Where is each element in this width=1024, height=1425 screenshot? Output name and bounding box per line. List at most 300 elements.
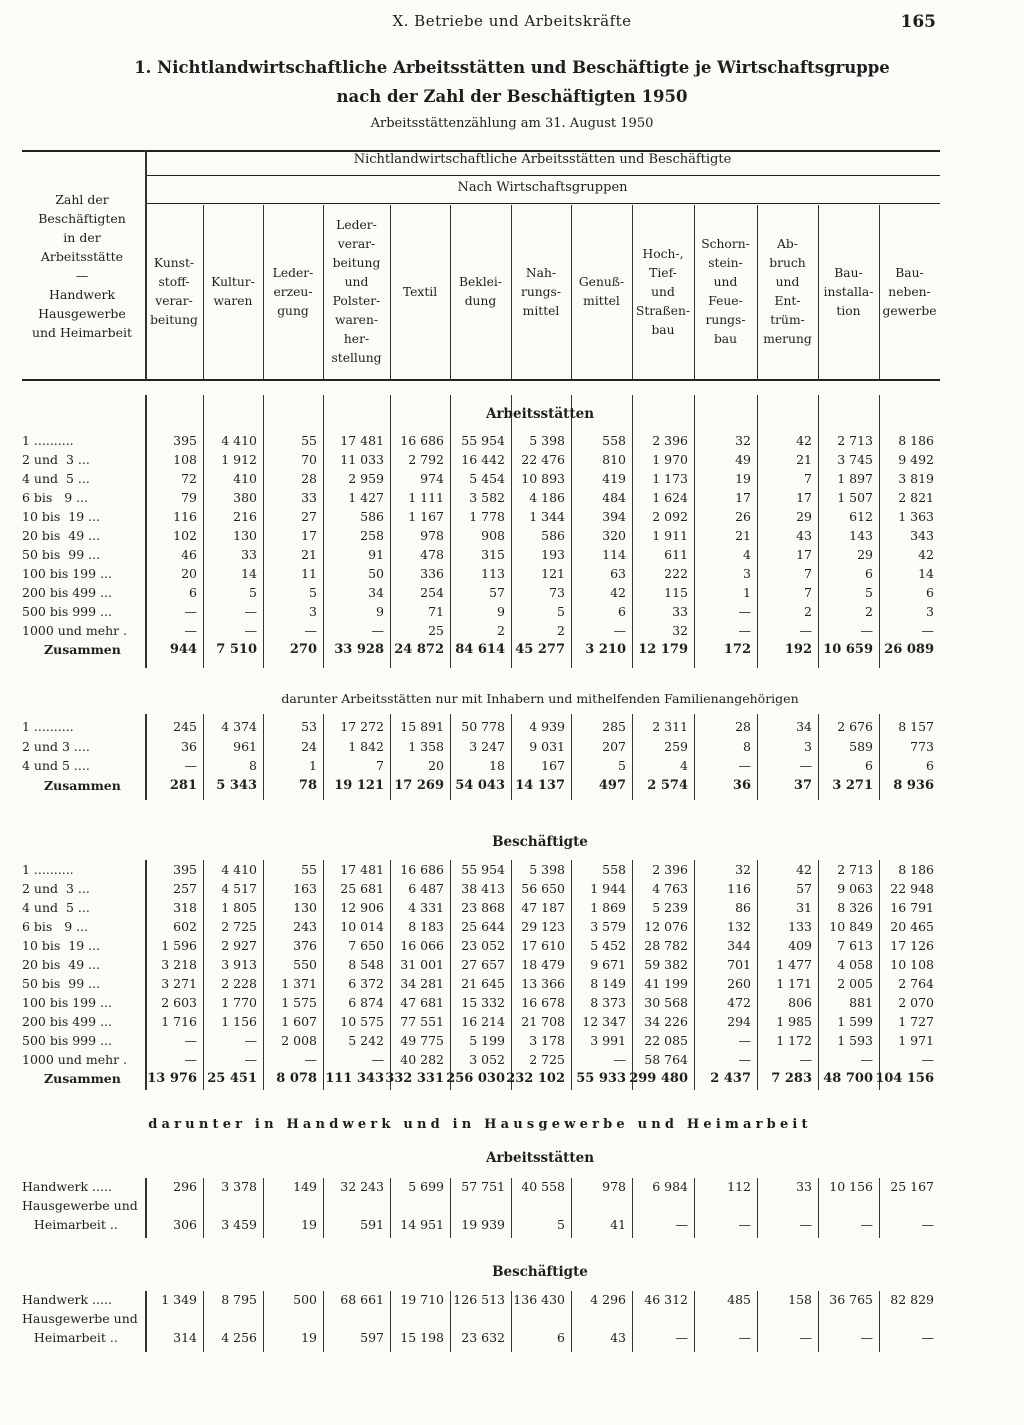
table-cell: 19 710: [400, 1292, 444, 1307]
column-header-12: Bau- installa- tion: [823, 265, 874, 318]
column-header-3: Leder- erzeu- gung: [272, 265, 314, 318]
table-cell: 3: [804, 738, 812, 754]
table-cell: 136 430: [513, 1292, 565, 1307]
column-divider: [390, 205, 391, 380]
table-cell: 78: [298, 777, 317, 793]
table-cell: 207: [602, 738, 626, 754]
table-title-line2: nach der Zahl der Beschäftigten 1950: [336, 87, 688, 106]
table-cell: 1 349: [161, 1292, 197, 1307]
table-cell: 18 479: [521, 957, 565, 972]
row-label: 500 bis 999 ...: [22, 1033, 112, 1048]
table-cell: 285: [602, 719, 626, 734]
table-cell: 1 156: [221, 1014, 257, 1029]
table-cell: 8 795: [221, 1292, 257, 1307]
table-title: 1. Nichtlandwirtschaftliche Arbeitsstätten und Beschäftigte je Wirtschaftsgruppe: [134, 58, 890, 77]
table-cell: 2: [557, 623, 565, 638]
table-cell: 2 713: [837, 862, 873, 877]
table-cell: 380: [233, 490, 257, 505]
table-cell: 8: [743, 738, 751, 754]
table-cell: 1 575: [281, 995, 317, 1010]
table-row: [0, 900, 1024, 919]
table-cell: 17 481: [340, 862, 384, 877]
table-cell: —: [184, 758, 197, 773]
table-cell: 978: [420, 528, 444, 543]
table-cell: 26 089: [884, 642, 934, 657]
table-cell: 18: [489, 758, 505, 773]
table-cell: 558: [602, 433, 626, 448]
table-cell: 55 933: [576, 1071, 626, 1086]
row-label: Heimarbeit ..: [22, 1330, 118, 1345]
table-cell: 27 657: [461, 957, 505, 972]
table-cell: 71: [428, 604, 444, 619]
table-cell: 1 624: [652, 490, 688, 505]
table-cell: 3: [743, 566, 751, 581]
table-cell: 22 085: [644, 1033, 688, 1048]
table-cell: 260: [727, 976, 751, 991]
table-cell: —: [921, 1052, 934, 1067]
table-row: [0, 1311, 1024, 1330]
table-cell: 9 492: [898, 452, 934, 467]
table-cell: 158: [788, 1292, 812, 1307]
column-divider: [571, 205, 572, 380]
table-cell: —: [244, 1033, 257, 1048]
table-cell: 395: [173, 433, 197, 448]
table-cell: 45 277: [515, 642, 565, 657]
table-cell: 17 269: [394, 777, 444, 793]
table-cell: —: [304, 623, 317, 638]
table-cell: 32 243: [340, 1179, 384, 1194]
table-cell: 34 226: [644, 1014, 688, 1029]
table-cell: 1 805: [221, 900, 257, 915]
table-cell: 245: [173, 719, 197, 734]
table-cell: 30 568: [644, 995, 688, 1010]
table-cell: 21 645: [461, 976, 505, 991]
table-cell: 108: [173, 452, 197, 467]
table-cell: 1: [309, 758, 317, 773]
table-cell: 17 126: [890, 938, 934, 953]
table-cell: 5 242: [348, 1033, 384, 1048]
table-cell: 8 373: [590, 995, 626, 1010]
table-cell: 7 613: [837, 938, 873, 953]
table-row: [0, 585, 1024, 604]
table-cell: 6: [618, 604, 626, 619]
table-cell: 8 548: [348, 957, 384, 972]
row-label: Zusammen: [44, 777, 121, 793]
section-beschaeftigte: Beschäftigte: [492, 834, 588, 850]
table-cell: 332 331: [385, 1071, 444, 1086]
table-cell: 2 005: [837, 976, 873, 991]
table-cell: —: [184, 1033, 197, 1048]
table-cell: 3 378: [221, 1179, 257, 1194]
table-cell: 2 396: [652, 433, 688, 448]
table-cell: 8 149: [590, 976, 626, 991]
row-label: Hausgewerbe und: [22, 1311, 138, 1326]
table-cell: 4 410: [221, 862, 257, 877]
row-label: 200 bis 499 ...: [22, 1014, 112, 1029]
table-cell: 3 271: [161, 976, 197, 991]
table-cell: 419: [602, 471, 626, 486]
table-cell: 21: [735, 528, 751, 543]
column-header-8: Genuß- mittel: [578, 275, 625, 308]
table-cell: 9 671: [590, 957, 626, 972]
table-cell: 40 558: [521, 1179, 565, 1194]
table-cell: 172: [723, 642, 751, 657]
row-label: 4 und 5 ...: [22, 471, 90, 486]
table-cell: 12 076: [644, 919, 688, 934]
table-cell: 3 052: [469, 1052, 505, 1067]
table-cell: 33: [796, 1179, 812, 1194]
table-cell: 1 344: [529, 509, 565, 524]
table-row: [0, 452, 1024, 471]
table-cell: 2 311: [652, 719, 688, 734]
table-cell: 24: [301, 738, 317, 754]
table-cell: 5 343: [216, 777, 257, 793]
table-cell: 243: [293, 919, 317, 934]
column-divider: [145, 150, 147, 380]
table-cell: 21 708: [521, 1014, 565, 1029]
table-cell: 115: [664, 585, 688, 600]
table-cell: 344: [727, 938, 751, 953]
table-cell: 5 239: [652, 900, 688, 915]
table-cell: 1 358: [408, 738, 444, 754]
table-cell: 5 199: [469, 1033, 505, 1048]
table-cell: 2: [865, 604, 873, 619]
column-header-4: Leder- verar- beitung und Polster- waren- her- stellung: [331, 218, 382, 365]
table-cell: 2 792: [408, 452, 444, 467]
table-cell: 343: [910, 528, 934, 543]
table-cell: 26: [735, 509, 751, 524]
column-header-2: Kultur- waren: [211, 275, 255, 308]
subgroup-header: Nach Wirtschaftsgruppen: [457, 180, 628, 195]
table-cell: —: [738, 623, 751, 638]
table-cell: 16 678: [521, 995, 565, 1010]
table-cell: 36: [732, 777, 751, 793]
row-label: 1 ..........: [22, 433, 74, 448]
table-cell: 299 480: [629, 1071, 688, 1086]
table-row: [0, 1217, 1024, 1236]
table-cell: 5: [557, 604, 565, 619]
table-cell: —: [244, 1052, 257, 1067]
row-label: 4 und 5 ....: [22, 758, 90, 773]
table-cell: 4 374: [221, 719, 257, 734]
row-label: 1 ..........: [22, 862, 74, 877]
table-cell: 16 686: [400, 862, 444, 877]
table-cell: 121: [541, 566, 565, 581]
table-cell: 55: [301, 862, 317, 877]
table-cell: 270: [289, 642, 317, 657]
table-cell: 36 765: [829, 1292, 873, 1307]
table-cell: 1 167: [408, 509, 444, 524]
table-cell: 41 199: [644, 976, 688, 991]
table-cell: 1 897: [837, 471, 873, 486]
table-cell: 5 454: [469, 471, 505, 486]
table-cell: 6: [926, 585, 934, 600]
table-cell: 5 699: [408, 1179, 444, 1194]
table-cell: 500: [293, 1292, 317, 1307]
running-head: X. Betriebe und Arbeitskräfte: [392, 12, 632, 30]
table-cell: 881: [849, 995, 873, 1010]
table-cell: 558: [602, 862, 626, 877]
section-handwerk-beschaeftigte: Beschäftigte: [492, 1264, 588, 1280]
table-cell: 20 465: [890, 919, 934, 934]
column-divider: [818, 205, 819, 380]
table-cell: 73: [549, 585, 565, 600]
column-header-1: Kunst- stoff- verar- beitung: [150, 256, 198, 327]
table-cell: 17: [735, 490, 751, 505]
table-row: [0, 957, 1024, 976]
table-cell: —: [184, 604, 197, 619]
table-cell: 47 681: [400, 995, 444, 1010]
table-cell: 9 063: [837, 881, 873, 896]
table-cell: 17: [796, 547, 812, 562]
table-cell: 42: [918, 547, 934, 562]
group-rule: [145, 175, 940, 176]
table-cell: 478: [420, 547, 444, 562]
table-cell: 6: [865, 758, 873, 773]
table-cell: —: [738, 1033, 751, 1048]
table-row: [0, 1198, 1024, 1217]
table-cell: 55: [301, 433, 317, 448]
table-cell: 3 210: [585, 642, 626, 657]
table-cell: 806: [788, 995, 812, 1010]
table-cell: 192: [784, 642, 812, 657]
table-cell: 113: [481, 566, 505, 581]
subgroup-rule: [145, 203, 940, 204]
table-row: [0, 547, 1024, 566]
table-cell: 3 913: [221, 957, 257, 972]
table-cell: 114: [602, 547, 626, 562]
table-cell: 19 939: [461, 1217, 505, 1232]
table-row: [0, 976, 1024, 995]
table-cell: 3 579: [590, 919, 626, 934]
table-cell: 3 745: [837, 452, 873, 467]
table-cell: 908: [481, 528, 505, 543]
table-cell: 2: [804, 604, 812, 619]
column-header-13: Bau- neben- gewerbe: [882, 265, 937, 318]
table-cell: 23 868: [461, 900, 505, 915]
table-cell: 485: [727, 1292, 751, 1307]
table-cell: 102: [173, 528, 197, 543]
table-cell: 1 111: [408, 490, 444, 505]
table-row: [0, 566, 1024, 585]
table-cell: 1 507: [837, 490, 873, 505]
table-cell: 216: [233, 509, 257, 524]
table-cell: 112: [727, 1179, 751, 1194]
table-cell: 1: [743, 585, 751, 600]
table-cell: 1 171: [776, 976, 812, 991]
row-label: Handwerk .....: [22, 1179, 112, 1194]
table-cell: 259: [664, 738, 688, 754]
table-cell: 8 326: [837, 900, 873, 915]
row-label: 100 bis 199 ...: [22, 566, 112, 581]
table-cell: 395: [173, 862, 197, 877]
row-label: 4 und 5 ...: [22, 900, 90, 915]
table-cell: 1 911: [652, 528, 688, 543]
table-cell: 1 477: [776, 957, 812, 972]
table-cell: 1 593: [837, 1033, 873, 1048]
table-cell: 57 751: [461, 1179, 505, 1194]
table-cell: 296: [173, 1179, 197, 1194]
table-cell: 1 172: [776, 1033, 812, 1048]
table-cell: 55 954: [461, 862, 505, 877]
row-label: 10 bis 19 ...: [22, 938, 101, 953]
table-cell: 48 700: [823, 1071, 873, 1086]
table-cell: —: [184, 1052, 197, 1067]
column-header-6: Beklei- dung: [458, 275, 503, 308]
table-cell: 57: [489, 585, 505, 600]
table-cell: 3 459: [221, 1217, 257, 1232]
row-label: 100 bis 199 ...: [22, 995, 112, 1010]
table-cell: —: [799, 1330, 812, 1345]
table-cell: 8 936: [893, 777, 934, 793]
column-divider: [757, 205, 758, 380]
table-row: [0, 1330, 1024, 1349]
table-cell: 193: [541, 547, 565, 562]
table-cell: —: [860, 1217, 873, 1232]
table-cell: 12 347: [582, 1014, 626, 1029]
row-label: 6 bis 9 ...: [22, 490, 89, 505]
table-cell: 70: [301, 452, 317, 467]
table-cell: —: [371, 623, 384, 638]
table-cell: 10 575: [340, 1014, 384, 1029]
row-label: 200 bis 499 ...: [22, 585, 112, 600]
row-label: 20 bis 49 ...: [22, 528, 101, 543]
table-cell: 4 058: [837, 957, 873, 972]
table-cell: 10 014: [340, 919, 384, 934]
table-cell: 12 906: [340, 900, 384, 915]
table-cell: —: [184, 623, 197, 638]
table-row: [0, 739, 1024, 758]
row-label: 1 ..........: [22, 719, 74, 734]
table-cell: 53: [301, 719, 317, 734]
table-cell: 133: [788, 919, 812, 934]
table-cell: 41: [610, 1217, 626, 1232]
table-cell: 2 713: [837, 433, 873, 448]
table-cell: 49 775: [400, 1033, 444, 1048]
table-cell: 25 681: [340, 881, 384, 896]
table-cell: 4 517: [221, 881, 257, 896]
table-cell: 410: [233, 471, 257, 486]
table-cell: 8 186: [898, 433, 934, 448]
table-cell: 82 829: [890, 1292, 934, 1307]
table-cell: 15 891: [400, 719, 444, 734]
table-cell: 2 927: [221, 938, 257, 953]
table-cell: 8: [249, 758, 257, 773]
stub-header: Zahl der Beschäftigten in der Arbeitsstätte — Handwerk Hausgewerbe und Heimarbeit: [31, 192, 133, 340]
table-cell: 29: [796, 509, 812, 524]
table-cell: —: [799, 1217, 812, 1232]
table-cell: 16 791: [890, 900, 934, 915]
table-cell: 1 371: [281, 976, 317, 991]
table-cell: 1 970: [652, 452, 688, 467]
table-cell: 5: [309, 585, 317, 600]
row-label: Hausgewerbe und: [22, 1198, 138, 1213]
table-cell: 2 725: [221, 919, 257, 934]
table-cell: 4 186: [529, 490, 565, 505]
table-cell: 602: [173, 919, 197, 934]
table-cell: 5 398: [529, 862, 565, 877]
table-cell: 773: [910, 738, 934, 754]
table-cell: 1 985: [776, 1014, 812, 1029]
table-cell: 19: [735, 471, 751, 486]
table-cell: 376: [293, 938, 317, 953]
table-cell: 8 186: [898, 862, 934, 877]
table-cell: 15 332: [461, 995, 505, 1010]
table-cell: —: [613, 1052, 626, 1067]
table-cell: —: [371, 1052, 384, 1067]
group-header: Nichtlandwirtschaftliche Arbeitsstätten und Beschäftigte: [353, 152, 732, 167]
table-row: [0, 509, 1024, 528]
column-header-7: Nah- rungs- mittel: [520, 265, 562, 318]
table-cell: 29: [857, 547, 873, 562]
table-cell: —: [921, 1217, 934, 1232]
row-label: Handwerk .....: [22, 1292, 112, 1307]
table-cell: —: [244, 623, 257, 638]
table-cell: 21: [796, 452, 812, 467]
table-cell: 4 410: [221, 433, 257, 448]
table-cell: 9 031: [529, 738, 565, 754]
table-cell: —: [921, 1330, 934, 1345]
table-cell: 79: [181, 490, 197, 505]
table-cell: 1 599: [837, 1014, 873, 1029]
table-cell: 23 632: [461, 1330, 505, 1345]
table-cell: 6 874: [348, 995, 384, 1010]
table-cell: 4 296: [590, 1292, 626, 1307]
table-cell: 34 281: [400, 976, 444, 991]
table-cell: 3 991: [590, 1033, 626, 1048]
table-cell: 306: [173, 1217, 197, 1232]
table-cell: 28: [735, 719, 751, 734]
table-row: [0, 604, 1024, 623]
row-label: 1000 und mehr .: [22, 623, 128, 638]
table-cell: —: [921, 623, 934, 638]
table-cell: 43: [610, 1330, 626, 1345]
table-cell: 33: [301, 490, 317, 505]
table-cell: 111 343: [325, 1071, 384, 1086]
column-divider: [203, 205, 204, 380]
table-cell: 2: [497, 623, 505, 638]
table-cell: 1 607: [281, 1014, 317, 1029]
table-cell: 32: [735, 862, 751, 877]
table-cell: —: [738, 1330, 751, 1345]
table-cell: 6: [926, 758, 934, 773]
table-cell: 256 030: [446, 1071, 505, 1086]
table-cell: 34: [368, 585, 384, 600]
table-cell: 116: [727, 881, 751, 896]
table-cell: 28 782: [644, 938, 688, 953]
table-cell: —: [244, 604, 257, 619]
table-cell: 11 033: [340, 452, 384, 467]
table-cell: 31: [796, 900, 812, 915]
table-subtitle: Arbeitsstättenzählung am 31. August 1950: [370, 116, 654, 131]
table-cell: 2 396: [652, 862, 688, 877]
table-cell: 318: [173, 900, 197, 915]
table-cell: 611: [664, 547, 688, 562]
table-row: [0, 1014, 1024, 1033]
table-cell: 4 256: [221, 1330, 257, 1345]
table-cell: 6 984: [652, 1179, 688, 1194]
table-cell: 586: [360, 509, 384, 524]
table-cell: 6: [189, 585, 197, 600]
table-cell: 315: [481, 547, 505, 562]
table-cell: 2 070: [898, 995, 934, 1010]
table-cell: 2 764: [898, 976, 934, 991]
table-cell: 132: [727, 919, 751, 934]
column-header-9: Hoch-, Tief- und Straßen- bau: [635, 246, 691, 337]
table-cell: 1 778: [469, 509, 505, 524]
table-cell: —: [675, 1217, 688, 1232]
section-handwerk-heading: darunter in Handwerk und in Hausgewerbe und Heimarbeit: [148, 1117, 812, 1132]
